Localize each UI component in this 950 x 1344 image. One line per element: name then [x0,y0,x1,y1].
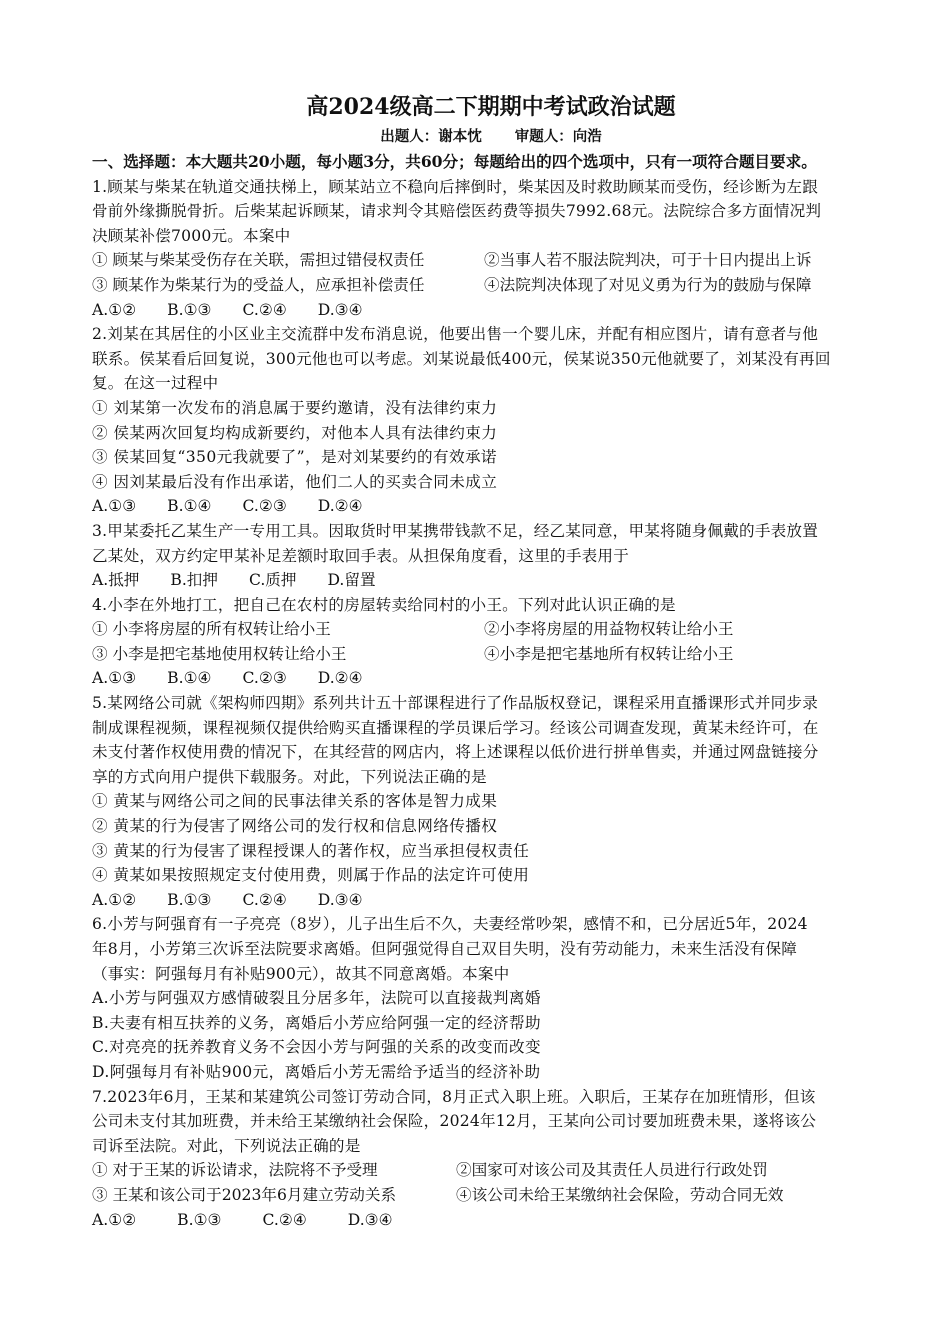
option-2: ②小李将房屋的用益物权转让给小王 [484,620,734,639]
option-row [92,248,890,273]
question-stem-line: 7.2023年6月，王某和某建筑公司签订劳动合同，8月正式入职上班。入职后，王某存在加班情形，但该 [92,1087,816,1106]
question-7 [92,1085,890,1233]
option-1: ① 对于王某的诉讼请求，法院将不予受理 [92,1161,378,1180]
option-c: C.对亮亮的抚养教育义务不会因小芳与阿强的关系的改变而改变 [92,1038,541,1057]
choice-c: C.②④ [242,300,287,319]
option-3: ③ 小李是把宅基地使用权转让给小王 [92,644,347,663]
option-3: ③ 侯某回复“350元我就要了”，是对刘某要约的有效承诺 [92,448,497,467]
choice-d: D.②④ [317,497,363,516]
choice-d: D.③④ [317,890,363,909]
choice-a: A.①② [92,890,137,909]
option-1: ① 刘某第一次发布的消息属于要约邀请，没有法律约束力 [92,398,498,417]
choice-b: B.①③ [177,1210,222,1229]
choice-b: B.①③ [167,300,212,319]
question-5 [92,691,890,912]
question-stem-line: （事实：阿强每月有补贴900元），故其不同意离婚。本案中 [92,964,510,983]
choice-c: C.②③ [242,669,287,688]
choice-d: D.③④ [347,1210,393,1229]
question-stem-line: 3.甲某委托乙某生产一专用工具。因取货时甲某携带钱款不足，经乙某同意，甲某将随身佩戴的手表放置 [92,521,818,540]
question-stem-line: 未支付著作权使用费的情况下，在其经营的网店内，将上述课程以低价进行拼单售卖，并通过网盘链接分 [92,743,819,762]
answer-choices [92,568,890,593]
option-1: ① 黄某与网络公司之间的民事法律关系的客体是智力成果 [92,792,498,811]
choice-b: B.①③ [167,890,212,909]
option-row [92,273,890,298]
answer-choices [92,298,890,323]
option-row [92,1158,890,1183]
answer-choices [92,888,890,913]
option-b: B.夫妻有相互扶养的义务，离婚后小芳应给阿强一定的经济帮助 [92,1013,542,1032]
question-stem-line: 公司未支付其加班费，并未给王某缴纳社会保险，2024年12月，王某向公司讨要加班费未果，遂将该公 [92,1112,817,1131]
setter-name: 出题人：谢本忱 [380,128,482,145]
exam-title: 高2024级高二下期期中考试政治试题 [306,94,676,120]
section-heading: 一、选择题：本大题共20小题，每小题3分，共60分；每题给出的四个选项中，只有一项符合题目要求。 [92,152,817,171]
option-2: ②当事人若不服法院判决，可于十日内提出上诉 [484,251,812,270]
option-row [92,1183,890,1208]
question-stem-line: 决顾某补偿7000元。本案中 [92,226,291,245]
option-3: ③ 黄某的行为侵害了课程授课人的著作权，应当承担侵权责任 [92,841,530,860]
question-stem-line: 制成课程视频，课程视频仅提供给购买直播课程的学员课后学习。经该公司调查发现，黄某未经许可，在 [92,718,819,737]
choice-d: D.③④ [317,300,363,319]
option-2: ② 侯某两次回复均构成新要约，对他本人具有法律约束力 [92,423,498,442]
question-stem-line: 1.顾某与柴某在轨道交通扶梯上，顾某站立不稳向后摔倒时，柴某因及时救助顾某而受伤，经诊断为左跟 [92,177,818,196]
choice-a: A.①③ [92,669,137,688]
choice-d: D.②④ [317,669,363,688]
question-stem-line: 司诉至法院。对此，下列说法正确的是 [92,1136,361,1155]
question-stem-line: 4.小李在外地打工，把自己在农村的房屋转卖给同村的小王。下列对此认识正确的是 [92,595,676,614]
option-4: ④ 因刘某最后没有作出承诺，他们二人的买卖合同未成立 [92,472,498,491]
option-1: ① 顾某与柴某受伤存在关联，需担过错侵权责任 [92,251,425,270]
question-stem-line: 5.某网络公司就《架构师四期》系列共计五十部课程进行了作品版权登记，课程采用直播课形式并同步录 [92,694,818,713]
choice-a: A.①③ [92,497,137,516]
question-6 [92,912,890,1084]
option-3: ③ 顾某作为柴某行为的受益人，应承担补偿责任 [92,275,425,294]
option-2: ② 黄某的行为侵害了网络公司的发行权和信息网络传播权 [92,817,498,836]
question-4 [92,593,890,691]
choice-c: C.②③ [242,497,287,516]
question-2 [92,322,890,519]
answer-choices [92,666,890,691]
option-row [92,642,890,667]
option-4: ④法院判决体现了对见义勇为行为的鼓励与保障 [484,275,812,294]
question-stem-line: 6.小芳与阿强育有一子亮亮（8岁），儿子出生后不久，夫妻经常吵架，感情不和，已分居近5年，2024 [92,915,808,934]
option-a: A.小芳与阿强双方感情破裂且分居多年，法院可以直接裁判离婚 [92,989,541,1008]
option-d: D.阿强每月有补贴900元，离婚后小芳无需给予适当的经济补助 [92,1062,541,1081]
answer-choices [92,1208,890,1233]
question-stem-line: 骨前外缘撕脱骨折。后柴某起诉顾某，请求判令其赔偿医药费等损失7992.68元。法院综合多方面情况判 [92,202,822,221]
choice-c: C.②④ [242,890,287,909]
question-1 [92,175,890,323]
choice-b: B.扣押 [170,571,218,590]
option-4: ④该公司未给王某缴纳社会保险，劳动合同无效 [456,1185,784,1204]
option-1: ① 小李将房屋的所有权转让给小王 [92,620,331,639]
choice-a: A.①② [92,300,137,319]
choice-d: D.留置 [327,571,376,590]
option-4: ④小李是把宅基地所有权转让给小王 [484,644,734,663]
choice-b: B.①④ [167,669,212,688]
authors-line [92,126,890,148]
question-stem-line: 年8月，小芳第三次诉至法院要求离婚。但阿强觉得自己双目失明，没有劳动能力，未来生活没有保障 [92,940,798,958]
option-row [92,617,890,642]
question-stem-line: 乙某处，双方约定甲某补足差额时取回手表。从担保角度看，这里的手表用于 [92,546,629,565]
question-stem-line: 2.刘某在其居住的小区业主交流群中发布消息说，他要出售一个婴儿床，并配有相应图片，请有意者与他 [92,325,818,344]
choice-b: B.①④ [167,497,212,516]
choice-a: A.①② [92,1210,137,1229]
option-4: ④ 黄某如果按照规定支付使用费，则属于作品的法定许可使用 [92,866,530,885]
reviewer-name: 审题人：向浩 [514,128,602,145]
question-stem-line: 享的方式向用户提供下载服务。对此，下列说法正确的是 [92,767,487,786]
question-3 [92,519,890,593]
option-2: ②国家可对该公司及其责任人员进行行政处罚 [456,1161,768,1180]
option-3: ③ 王某和该公司于2023年6月建立劳动关系 [92,1185,397,1204]
choice-c: C.质押 [248,571,297,590]
answer-choices [92,494,890,519]
question-stem-line: 联系。侯某看后回复说，300元他也可以考虑。刘某说最低400元，侯某说350元他就要了，刘某没有再回 [92,349,831,368]
question-stem-line: 复。在这一过程中 [92,374,219,393]
choice-c: C.②④ [262,1210,307,1229]
choice-a: A.抵押 [92,571,140,590]
